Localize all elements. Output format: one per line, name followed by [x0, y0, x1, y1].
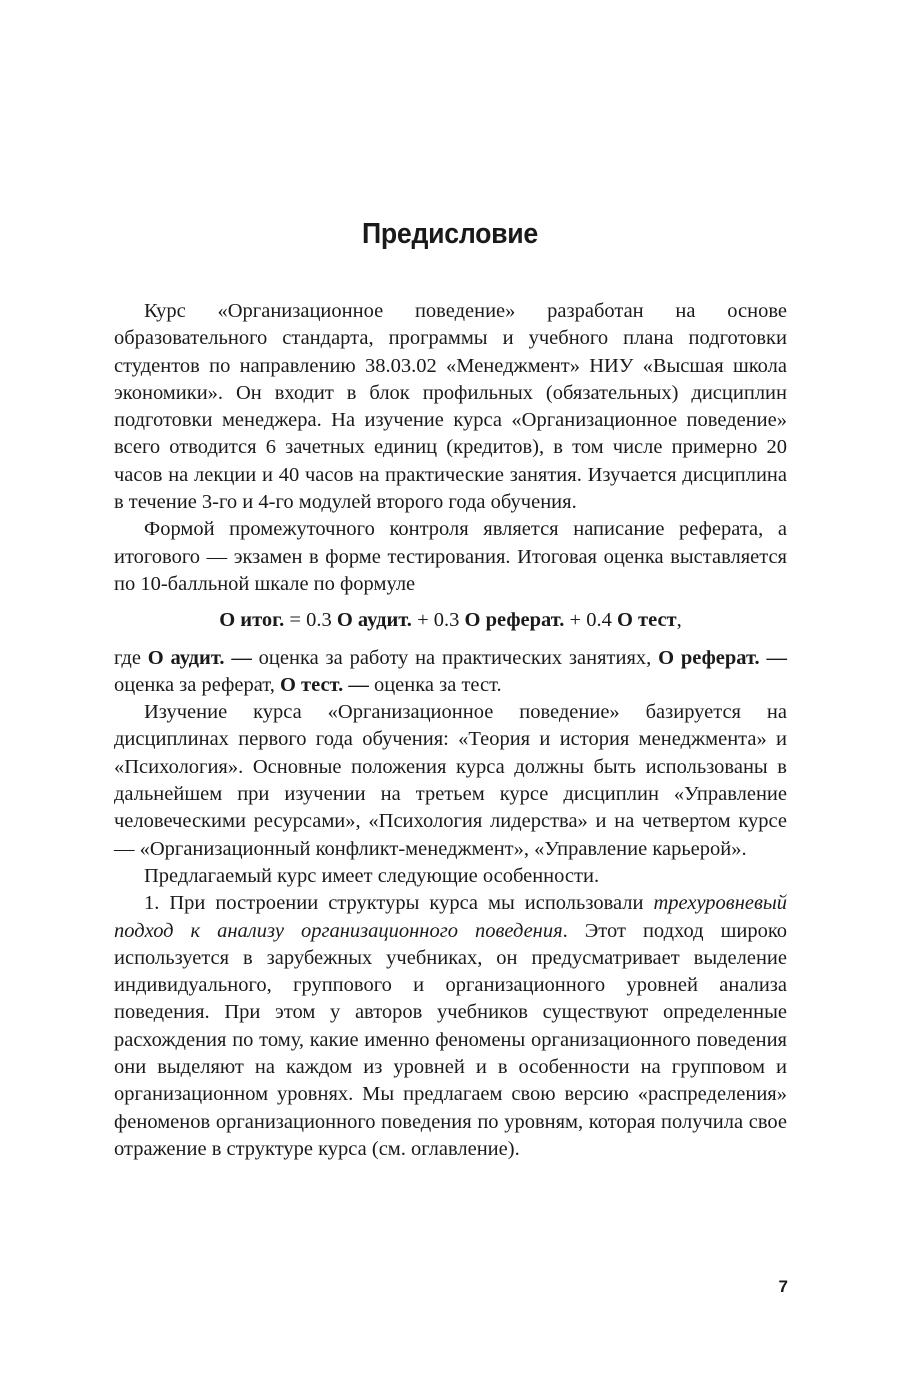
formula-punct: ,: [676, 609, 682, 632]
legend-text: где: [114, 646, 148, 669]
grading-formula: [114, 607, 787, 634]
formula-term: О реферат.: [464, 609, 565, 632]
formula-term: О тест: [616, 609, 677, 632]
paragraph-prerequisites: Изучение курса «Организационное поведение» базируется на дисциплинах первого года обучения: «Теория и история менеджмента» и «Психология». Основные положения курса должны быть использованы в дальнейшем при изучении на третьем курсе дисциплин «Управление человеческими ресурсами», «Психология лидерства» и на четвертом курсе — «Организационный конфликт-менеджмент», «Управление карьерой».: [114, 701, 787, 860]
formula-legend: [114, 645, 787, 700]
paragraph-features-intro: Предлагаемый курс имеет следующие особенности.: [144, 864, 600, 887]
feature-1-lead: 1. При построении структуры курса мы использовали: [144, 892, 654, 915]
feature-1-emphasis: трехуровневый подход к анализу организационного поведения: [114, 892, 787, 942]
page-number: 7: [778, 1277, 788, 1296]
paragraph-feature-1: [114, 890, 787, 1163]
legend-term: О реферат. —: [658, 646, 787, 669]
formula-coef: + 0.4: [564, 609, 617, 632]
formula-coef: + 0.3: [411, 609, 465, 632]
page-title: Предисловие: [361, 218, 538, 250]
paragraph-assessment: Формой промежуточного контроля является написание реферата, а итогового — экзамен в форме тестирования. Итоговая оценка выставляется по 10-балльной шкале по формуле: [114, 518, 787, 595]
formula-coef: = 0.3: [284, 609, 337, 632]
formula-term: О итог.: [219, 609, 285, 632]
legend-term: О тест. —: [279, 673, 369, 696]
legend-term: О аудит. —: [147, 646, 252, 669]
feature-1-text: . Этот подход широко используется в зарубежных учебниках, он предусматривает выделение индивидуального, группового и организационного уровней анализа поведения. При этом у авторов учебников существуют определенные расхождения по тому, какие именно феномены организационного поведения они выделяют на каждом из уровней и в особенности на групповом и организационном уровнях. Мы предлагаем свою версию «распределения» феноменов организационного поведения по уровням, которая получила свое отражение в структуре курса (см. оглавление).: [114, 919, 787, 1160]
main-text: [114, 298, 787, 1163]
legend-text: оценка за реферат,: [114, 673, 280, 696]
legend-text: оценка за тест.: [368, 673, 502, 696]
legend-text: оценка за работу на практических занятиях,: [251, 646, 659, 669]
paragraph-course-intro: Курс «Организационное поведение» разработан на основе образовательного стандарта, программы и учебного плана подготовки студентов по направлению 38.03.02 «Менеджмент» НИУ «Высшая школа экономики». Он входит в блок профильных (обязательных) дисциплин подготовки менеджера. На изучение курса «Организационное поведение» всего отводится 6 зачетных единиц (кредитов), в том числе примерно 20 часов на лекции и 40 часов на практические занятия. Изучается дисциплина в течение 3-го и 4-го модулей второго года обучения.: [114, 300, 787, 514]
formula-term: О аудит.: [336, 609, 412, 632]
